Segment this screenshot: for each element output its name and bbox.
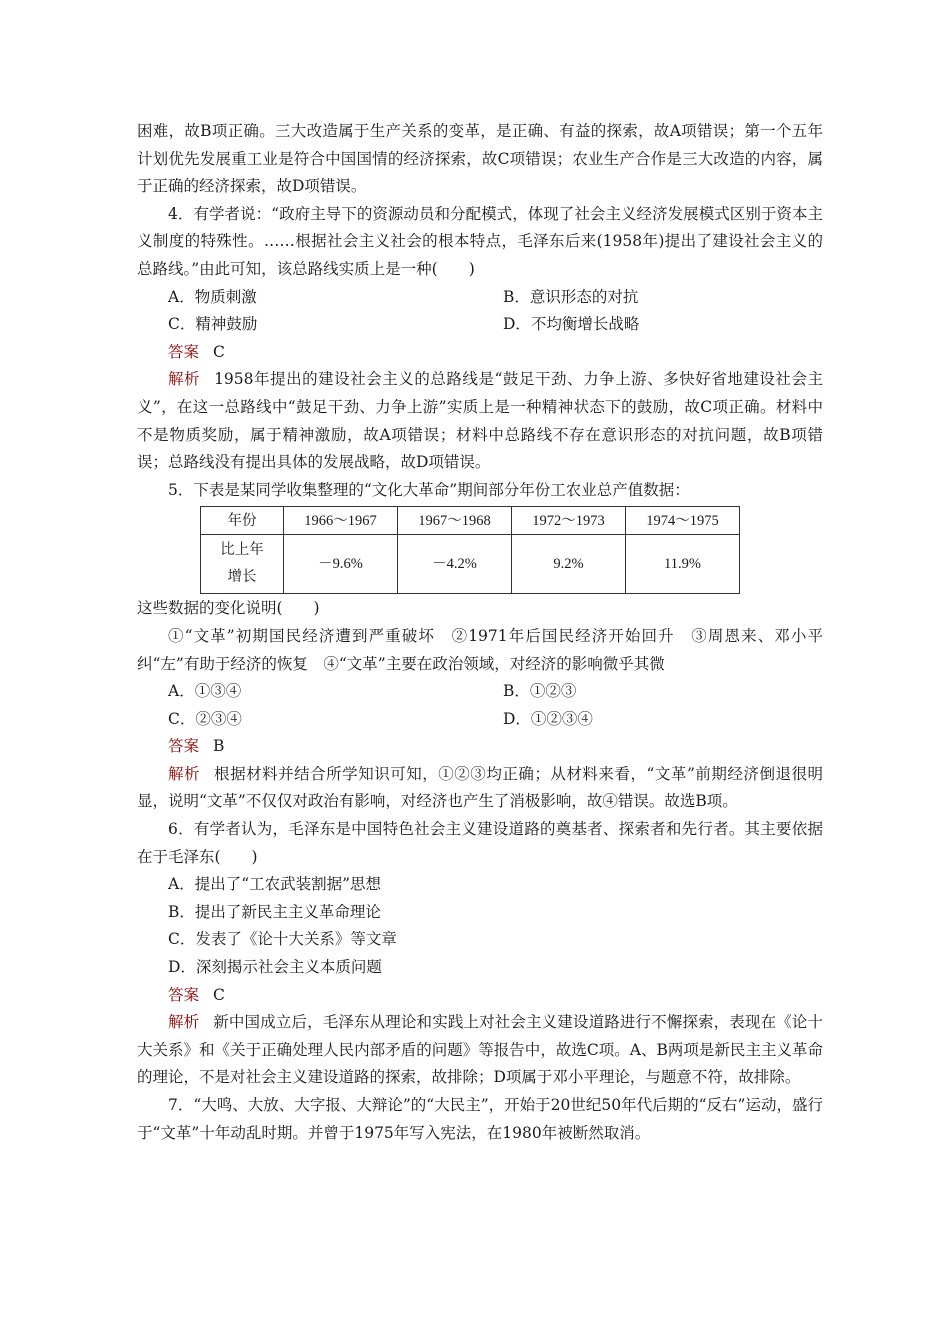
explanation-label: 解析 xyxy=(168,764,201,783)
question-4-answer-value: C xyxy=(213,342,225,361)
question-6-option-a: A．提出了“工农武装割据”思想 xyxy=(168,875,382,894)
table-header-cell: 年份 xyxy=(201,507,284,535)
table-header-row xyxy=(201,507,740,535)
question-4-stem: 4．有学者说：“政府主导下的资源动员和分配模式，体现了社会主义经济发展模式区别于资本主义制度的特殊性。……根据社会主义社会的根本特点，毛泽东后来(1958年)提出了建设社会主义的总路线。”由此可知，该总路线实质上是一种( ) xyxy=(137,204,823,278)
question-4-options-row-1 xyxy=(137,284,823,312)
question-6-explanation xyxy=(137,1009,823,1092)
question-4-explanation xyxy=(137,366,823,476)
answer-label: 答案 xyxy=(168,342,200,361)
table-row-label xyxy=(201,535,284,594)
row-label-line-1: 比上年 xyxy=(220,542,264,559)
question-5-answer xyxy=(137,733,823,761)
question-6-option-b: B．提出了新民主主义革命理论 xyxy=(168,902,381,921)
table-cell: 11.9% xyxy=(626,535,740,594)
explanation-label: 解析 xyxy=(168,1013,200,1032)
question-6-answer xyxy=(137,982,823,1010)
output-growth-table xyxy=(200,506,740,594)
question-5-statements: ①“文革”初期国民经济遭到严重破坏 ②1971年后国民经济开始回升 ③周恩来、邓小平纠“左”有助于经济的恢复 ④“文革”主要在政治领域，对经济的影响微乎其微 xyxy=(137,626,823,673)
table-header-cell: 1974～1975 xyxy=(626,507,740,535)
question-6-explanation-text: 新中国成立后，毛泽东从理论和实践上对社会主义建设道路进行不懈探索，表现在《论十大关系》和《关于正确处理人民内部矛盾的问题》等报告中，故选C项。A、B两项是新民主主义革命的理论，不是对社会主义建设道路的探索，故排除；D项属于邓小平理论，与题意不符，故排除。 xyxy=(137,1013,823,1087)
question-6-answer-value: C xyxy=(213,985,225,1004)
table-row xyxy=(201,535,740,594)
question-5-question: 这些数据的变化说明( ) xyxy=(137,599,320,618)
question-5-answer-value: B xyxy=(213,737,225,756)
question-5-option-d: D．①②③④ xyxy=(503,709,593,728)
document-page xyxy=(137,118,823,1147)
question-4-answer xyxy=(137,339,823,367)
question-5-stem: 5．下表是某同学收集整理的“文化大革命”期间部分年份工农业总产值数据： xyxy=(168,480,690,499)
question-5-option-b: B．①②③ xyxy=(503,682,577,701)
row-label-line-2: 增长 xyxy=(227,569,257,586)
answer-label: 答案 xyxy=(168,985,200,1004)
question-6-option-c: C．发表了《论十大关系》等文章 xyxy=(168,930,397,949)
question-7-stem: 7．“大鸣、大放、大字报、大辩论”的“大民主”，开始于20世纪50年代后期的“反右”运动，盛行于“文革”十年动乱时期。并曾于1975年写入宪法，在1980年被断然取消。 xyxy=(137,1096,823,1142)
question-6-option-d: D．深刻揭示社会主义本质问题 xyxy=(168,958,382,977)
table-header-cell: 1967～1968 xyxy=(398,507,512,535)
table-cell: 9.2% xyxy=(512,535,626,594)
question-4-option-c: C．精神鼓励 xyxy=(168,315,258,334)
table-header-cell: 1966～1967 xyxy=(284,507,398,535)
answer-label: 答案 xyxy=(168,737,200,756)
question-5-options-row-2 xyxy=(137,706,823,734)
table-cell: －9.6% xyxy=(284,535,398,594)
table-header-cell: 1972～1973 xyxy=(512,507,626,535)
question-4-option-b: B．意识形态的对抗 xyxy=(503,287,639,306)
question-5-explanation-text: 根据材料并结合所学知识可知，①②③均正确；从材料来看，“文革”前期经济倒退很明显，说明“文革”不仅仅对政治有影响，对经济也产生了消极影响，故④错误。故选B项。 xyxy=(137,764,823,811)
table-cell: －4.2% xyxy=(398,535,512,594)
question-5-options-row-1 xyxy=(137,678,823,706)
explanation-label: 解析 xyxy=(168,370,201,389)
question-4-options-row-2 xyxy=(137,311,823,339)
question-4-explanation-text: 1958年提出的建设社会主义的总路线是“鼓足干劲、力争上游、多快好省地建设社会主义”，在这一总路线中“鼓足干劲、力争上游”实质上是一种精神状态下的鼓励，故C项正确。材料中不是物质奖励，属于精神激励，故A项错误；材料中总路线不存在意识形态的对抗问题，故B项错误；总路线没有提出具体的发展战略，故D项错误。 xyxy=(137,370,823,472)
question-6-stem: 6．有学者认为，毛泽东是中国特色社会主义建设道路的奠基者、探索者和先行者。其主要依据在于毛泽东( ) xyxy=(137,820,823,866)
question-5-option-a: A．①③④ xyxy=(168,682,242,701)
question-5-explanation xyxy=(137,761,823,816)
question-5-option-c: C．②③④ xyxy=(168,709,242,728)
intro-paragraph: 困难，故B项正确。三大改造属于生产关系的变革，是正确、有益的探索，故A项错误；第一个五年计划优先发展重工业是符合中国国情的经济探索，故C项错误；农业生产合作是三大改造的内容，属于正确的经济探索，故D项错误。 xyxy=(137,122,823,196)
question-4-option-d: D．不均衡增长战略 xyxy=(503,315,640,334)
question-4-option-a: A．物质刺激 xyxy=(168,287,257,306)
